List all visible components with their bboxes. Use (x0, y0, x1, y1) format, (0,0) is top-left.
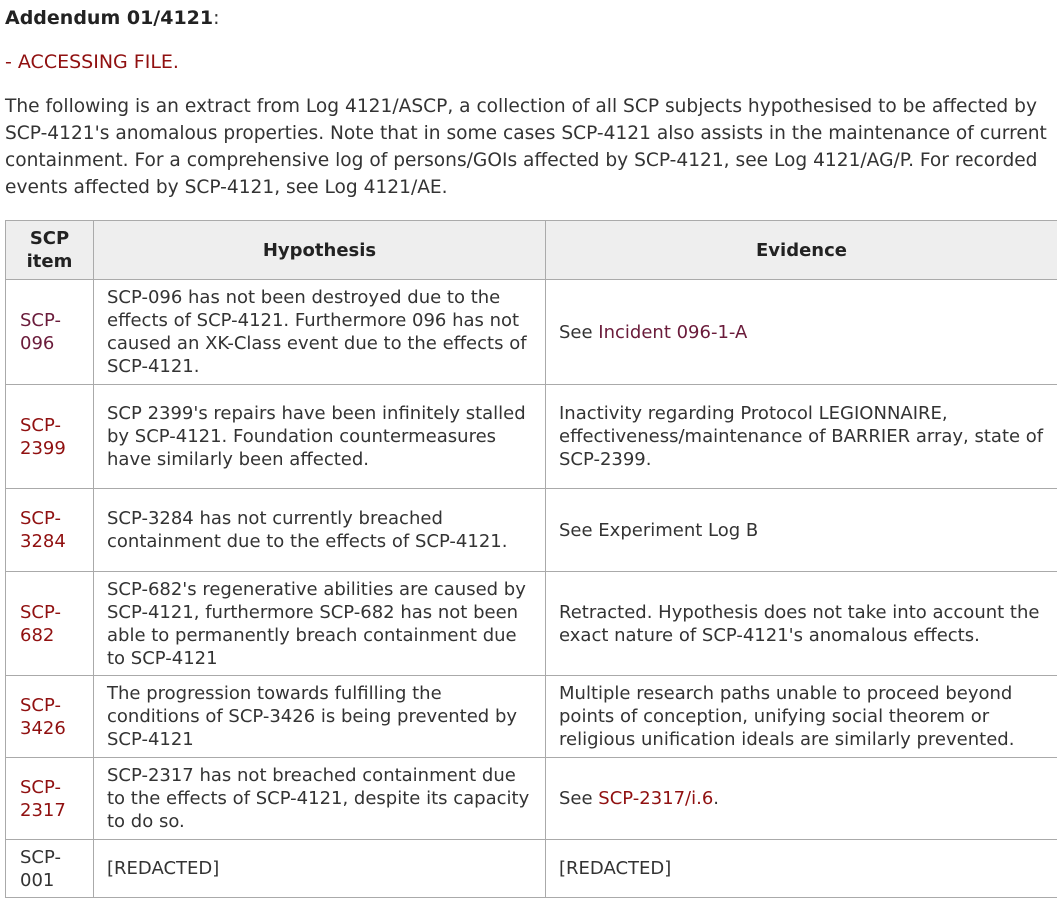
item-cell (6, 758, 94, 840)
evidence-cell (546, 758, 1057, 840)
item-cell (6, 676, 94, 758)
table-row (6, 572, 1057, 676)
evidence-cell (546, 280, 1057, 385)
column-header-item: SCP item (6, 221, 94, 280)
column-header-hypothesis: Hypothesis (94, 221, 546, 280)
item-cell (6, 280, 94, 385)
table-row (6, 676, 1057, 758)
scp-link-2317[interactable]: SCP-2317 (20, 776, 66, 821)
table-row (6, 489, 1057, 572)
scp-link-096[interactable]: SCP-096 (20, 310, 61, 354)
table-header-row (6, 221, 1057, 280)
affected-subjects-table (5, 220, 1057, 898)
hypothesis-cell: The progression towards fulfilling the conditions of SCP-3426 is being prevented by SCP-4121 (94, 676, 546, 758)
evidence-text: See (559, 321, 599, 343)
item-cell (6, 489, 94, 572)
hypothesis-cell: SCP-682's regenerative abilities are caused by SCP-4121, furthermore SCP-682 has not been able to permanently breach containment due to SCP-4121 (94, 572, 546, 676)
evidence-text: See (559, 788, 599, 809)
evidence-cell: [REDACTED] (546, 840, 1057, 898)
item-cell (6, 572, 94, 676)
hypothesis-cell: SCP-096 has not been destroyed due to the effects of SCP-4121. Furthermore 096 has not caused an XK-Class event due to the effects of SCP-4121. (94, 280, 546, 385)
table-row (6, 758, 1057, 840)
hypothesis-cell: SCP 2399's repairs have been infinitely stalled by SCP-4121. Foundation countermeasures have similarly been affected. (94, 385, 546, 489)
scp-item-001: SCP-001 (20, 846, 61, 891)
evidence-cell: See Experiment Log B (546, 489, 1057, 572)
addendum-heading (5, 6, 220, 30)
hypothesis-cell: SCP-3284 has not currently breached containment due to the effects of SCP-4121. (94, 489, 546, 572)
scp-link-2399[interactable]: SCP-2399 (20, 414, 66, 459)
column-header-evidence: Evidence (546, 221, 1057, 280)
incident-096-link[interactable]: Incident 096-1-A (598, 321, 748, 343)
accessing-file-status: - ACCESSING FILE. (5, 51, 179, 73)
evidence-cell: Inactivity regarding Protocol LEGIONNAIRE, effectiveness/maintenance of BARRIER array, state of SCP-2399. (546, 385, 1057, 489)
evidence-cell: Retracted. Hypothesis does not take into account the exact nature of SCP-4121's anomalous effects. (546, 572, 1057, 676)
item-cell (6, 385, 94, 489)
evidence-cell: Multiple research paths unable to proceed beyond points of conception, unifying social theorem or religious unification ideals are similarly prevented. (546, 676, 1057, 758)
hypothesis-cell: SCP-2317 has not breached containment due to the effects of SCP-4121, despite its capacity to do so. (94, 758, 546, 840)
table-row (6, 280, 1057, 385)
scp-link-682[interactable]: SCP-682 (20, 601, 61, 646)
scp-link-3284[interactable]: SCP-3284 (20, 508, 66, 552)
intro-paragraph: The following is an extract from Log 4121/ASCP, a collection of all SCP subjects hypothesised to be affected by SCP-4121's anomalous properties. Note that in some cases SCP-4121 also assists in the maintenance of current containment. For a comprehensive log of persons/GOIs affected by SCP-4121, see Log 4121/AG/P. For recorded events affected by SCP-4121, see Log 4121/AE. (5, 96, 1047, 198)
table-row (6, 385, 1057, 489)
item-cell (6, 840, 94, 898)
evidence-suffix: . (713, 788, 720, 809)
scp-link-3426[interactable]: SCP-3426 (20, 694, 66, 739)
hypothesis-cell: [REDACTED] (94, 840, 546, 898)
addendum-colon: : (213, 7, 220, 29)
scp-2317-i6-link[interactable]: SCP-2317/i.6 (598, 788, 714, 809)
addendum-title: Addendum 01/4121 (5, 7, 214, 29)
table-row (6, 840, 1057, 898)
